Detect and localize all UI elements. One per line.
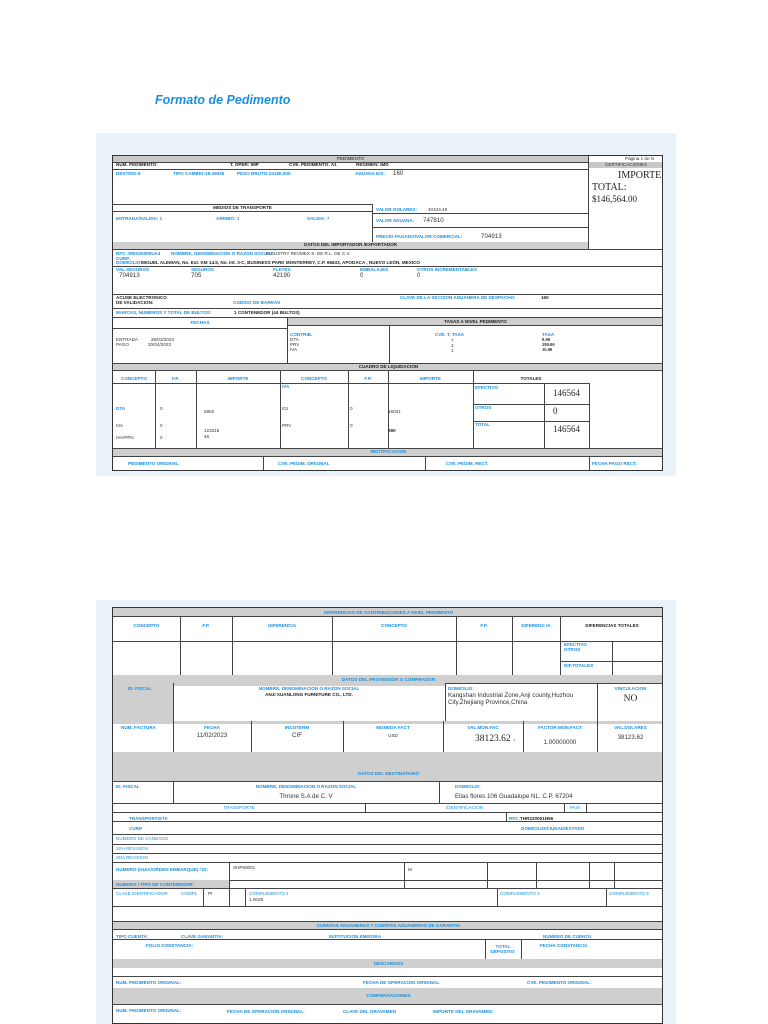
- rfc-label: RFC:: [509, 816, 520, 821]
- fecha-label: FECHA: [204, 725, 220, 730]
- dif-efectivo: EFECTIVO: [564, 642, 587, 647]
- prov-id-fiscal: ID. FISCAL: [128, 686, 152, 691]
- col-fp-1: F.P.: [171, 376, 180, 381]
- val-dolares-value: 38123.62: [617, 734, 644, 741]
- fechas-band: FECHAS: [190, 320, 210, 325]
- factor-label: FACTOR MON.FACT: [537, 725, 583, 730]
- embalajes-label: EMBALAJES: [360, 267, 389, 272]
- marcas-label: MARCAS, NUMEROS Y TOTAL DE BULTOS:: [116, 310, 212, 315]
- tasa-1: 290.00: [542, 342, 555, 347]
- iva-top: IVA: [282, 384, 290, 389]
- liq-dta-fp: 0: [160, 406, 163, 411]
- num-factura-label: NUM. FACTURA: [121, 725, 156, 730]
- domicilio-ciudad-label: DOMICILIO/CIUDAD/ESTADO: [521, 826, 585, 831]
- pi-label: PI: [208, 891, 213, 896]
- contrib-0: DTA: [290, 337, 299, 342]
- transportista-label: TRANSPORTISTA: [129, 816, 168, 821]
- certificaciones-label: CERTIFICACIONES: [605, 162, 647, 167]
- liq-ivaprv-importe: 46: [204, 434, 210, 439]
- dif-col-concepto-2: CONCEPTO: [381, 623, 407, 628]
- precio-pagado-value: 704913: [481, 233, 502, 240]
- tasa-label: TASA: [542, 332, 555, 337]
- t-oper: T. OPER: IMP: [230, 162, 259, 167]
- numero-cuenta-label: NUMERO DE CUENTA:: [543, 934, 593, 939]
- fecha-entrada-value: 26/03/2023: [151, 337, 174, 342]
- dest-domicilio-label: DOMICILIO:: [455, 784, 481, 789]
- liq-ivaprv-fp: 0: [160, 435, 163, 440]
- liq-igi-fp: 0: [350, 406, 353, 411]
- col-totales: TOTALES: [520, 376, 542, 381]
- precio-pagado-label: PRECIO PAGADO/VALOR COMERCIAL:: [376, 234, 463, 239]
- transporte-label: TRANSPORTE: [223, 805, 255, 810]
- factor-value: 1.00000000: [543, 739, 577, 746]
- col-importe-2: IMPORTE: [420, 376, 441, 381]
- compensaciones-band: COMPENSACIONES: [366, 993, 411, 998]
- identificacion-label: IDENTIFICACION: [445, 805, 483, 810]
- acuse-label-2: DE VALIDACION:: [116, 300, 154, 305]
- embalajes-value: 0: [360, 272, 364, 279]
- otros-incrementables-label: OTROS INCREMENTABLES: [417, 267, 478, 272]
- fecha-pago-value: 20/04/2023: [148, 342, 171, 347]
- fletes-label: FLETES: [273, 267, 291, 272]
- prov-domicilio-value: Kangshan Industrial Zone,Anji county,Huzhou City,Zhejiang Province,China: [448, 692, 574, 707]
- entrada-salida: ENTRADA/SALIDA: 1: [116, 216, 163, 221]
- pedimento-form-page-1: [112, 155, 663, 471]
- peso-bruto: PESO BRUTO:24180.000: [237, 171, 291, 176]
- valor-aduana-value: 747810: [423, 217, 444, 224]
- comp-fecha-operacion: FECHA DE OPERACION ORIGINAL:: [227, 1009, 305, 1014]
- descargos-fecha-operacion: FECHA DE OPERACION ORIGINAL:: [363, 980, 441, 985]
- pedimento-original-label: PEDIMENTO ORIGINAL: [128, 461, 179, 466]
- incoterm-value: CIF: [292, 732, 302, 739]
- liquidacion-band: CUADRO DE LIQUIDACION: [358, 364, 419, 369]
- val-mon-fac-sup: T: [513, 739, 516, 743]
- fecha-value: 11/02/2023: [196, 732, 228, 739]
- importador-band: DATOS DEL IMPORTADOR /EXPORTADOR: [304, 242, 397, 247]
- liq-prv: PRV: [282, 423, 292, 428]
- dest-nombre-value: Throne S.A de C. V: [279, 793, 333, 800]
- cve-pedim-original-label: CVE. PEDIM. ORIGINAL: [278, 461, 330, 466]
- diferencias-totales-label: DIFERENCIAS TOTALES: [585, 623, 639, 628]
- val-mon-fac-label: VAL.MON.FAC: [467, 725, 499, 730]
- dif-totales: DIF.TOTALES: [564, 663, 594, 668]
- comp-importe-gravamen: IMPORTE DEL GRAVAMEN:: [433, 1009, 494, 1014]
- val-dolares-label: VAL.DOLARES: [614, 725, 647, 730]
- vinculacion-value: NO: [623, 694, 638, 704]
- tipo-cuenta-label: TIPO CUENTA:: [116, 934, 149, 939]
- liq-igi-importe: 16031: [388, 409, 401, 414]
- efectivo-value: 146564: [553, 388, 580, 398]
- liq-dta: DTA: [116, 406, 126, 411]
- seguros-value: 705: [191, 272, 202, 279]
- dif-col-concepto: CONCEPTO: [133, 623, 160, 628]
- cve-pedimento: CVE. PEDIMENTO: A1: [289, 162, 337, 167]
- diferencias-band: DIFERENCIAS DE CONTRIBUCIONES A NIVEL PEDIMENTO: [323, 610, 454, 615]
- clave-garantia-label: CLAVE GARANTIA:: [181, 934, 224, 939]
- valor-dolares-label: VALOR DOLARES:: [376, 207, 418, 212]
- importe-label: IMPORTE: [618, 170, 662, 181]
- moneda-label: MONEDA FACT: [376, 725, 410, 730]
- contrib-2: IVA: [290, 347, 298, 352]
- num-pedimento-label: NUM. PEDIMENTO:: [116, 162, 158, 167]
- clave-identificador-label: CLAVE IDENTIFICADOR: [116, 891, 168, 896]
- total-value: $146,564.00: [592, 194, 637, 204]
- liq-dta-importe: 5982: [204, 409, 215, 414]
- rfc-value: THR220001H56: [520, 816, 554, 821]
- dif-col-diferencia: DIFERENCIA: [267, 623, 297, 628]
- tipo-cambio: TIPO CAMBIO:18.49025: [173, 171, 225, 176]
- cve-t-tasa-2: 1: [451, 348, 454, 353]
- pedimento-form-page-2: [112, 607, 663, 1024]
- dest-domicilio-value: Elias flores 106 Guadalupe NL. C.P. 67204: [455, 793, 573, 800]
- contrib-1: PRV: [290, 342, 300, 347]
- efectivo-label: EFECTIVO: [475, 385, 498, 390]
- acuse-label-1: ACUSE ELECTRONICO: [116, 295, 167, 300]
- val-seguros-value: 704913: [119, 272, 140, 279]
- regimen: REGIMEN: IMD: [356, 162, 389, 167]
- num-contenedor-label: NUMERO / TIPO DE CONTENEDOR:: [116, 882, 195, 887]
- otros-label: OTROS: [475, 405, 492, 410]
- col-fp-2: F.P.: [364, 376, 372, 381]
- clave-seccion-label: CLAVE DE LA SECCION ADUANERA DE DESPACHO:: [400, 295, 516, 300]
- descargos-band: DESCARGOS: [373, 961, 404, 966]
- tasa-0: 8.00: [542, 337, 551, 342]
- col-importe-1: IMPORTE: [227, 376, 249, 381]
- tasa-2: 16.00: [542, 347, 553, 352]
- fecha-constancia-label: FECHA CONSTANCIA:: [540, 943, 589, 948]
- curp-label: CURP:: [116, 256, 131, 261]
- aduana-es-value: 160: [393, 170, 404, 177]
- tasas-band: TASAS A NIVEL PEDIMENTO: [444, 319, 507, 324]
- page-number: Página 1 de N: [625, 156, 655, 161]
- pedimento-band: PEDIMENTO: [336, 156, 365, 161]
- fecha-pago-rect-label: FECHA PAGO RECT.: [592, 461, 637, 466]
- val-mon-fac-value: 38123.62: [475, 734, 511, 744]
- rev2-label: 2DA REVISION: [116, 855, 148, 860]
- nombre-value: INDUSTRY REVMEX S. DE R.L. DE C.V.: [266, 251, 351, 256]
- valor-dolares-value: 40443.49: [428, 207, 448, 212]
- descargos-num-ped-original: NUM. PEDIMENTO ORIGINAL:: [116, 980, 182, 985]
- aduana-es-label: ADUANA E/S:: [355, 171, 385, 176]
- incoterm-label: INCOTERM: [284, 725, 310, 730]
- num-guia-label: NUMERO (GUIA/ORDEN EMBARQUE) / ID:: [116, 867, 209, 872]
- seguros-label: SEGUROS: [191, 267, 214, 272]
- destinatario-band: DATOS DEL DESTINATARIO: [357, 771, 420, 776]
- arribo: ARRIBO: 1: [216, 216, 240, 221]
- cve-pedim-rect-label: CVE. PEDIM. RECT.: [446, 461, 489, 466]
- liq-iva: IVA: [116, 423, 124, 428]
- pais-label: PAIS: [569, 805, 581, 810]
- compl-label: COMPL: [181, 891, 198, 896]
- comp-clave-gravamen: CLAVE DEL GRAVAMEN: [343, 1009, 396, 1014]
- moneda-value: USD: [388, 733, 398, 738]
- domicilio-label: DOMICILIO:: [116, 260, 142, 265]
- total-box-value: 146564: [553, 424, 580, 434]
- otros-incrementables-value: 0: [417, 272, 421, 279]
- dif-col-fp-2: F.P.: [480, 623, 488, 628]
- dest-nombre-label: NOMBRE, DENOMINACION O RAZON SOCIAL: [255, 784, 357, 789]
- destino: DESTINO:9: [116, 171, 141, 176]
- cuentas-band: CUENTAS ADUANERAS Y CUENTAS ADUANERAS DE GARANTIA: [316, 923, 461, 928]
- total-box-label: TOTAL: [475, 422, 490, 427]
- total-label: TOTAL:: [592, 182, 627, 193]
- domicilio-value: MIGUEL ALEMAN, No. Ext. KM 14.5, No. Int. 3-C, BUSINESS PARK MONTERREY, C.P. 66633, APODACA , NUEVO LEÓN, MEXICO: [141, 260, 420, 265]
- liq-prv-fp: 0: [350, 423, 353, 428]
- fecha-entrada-label: ENTRADA: [116, 337, 138, 342]
- fecha-pago-label: PAGO: [116, 342, 129, 347]
- liq-igi: IGI: [282, 406, 289, 411]
- document-title: Formato de Pedimento: [155, 93, 291, 107]
- col-concepto-2: CONCEPTO: [301, 376, 327, 381]
- prov-domicilio-label: DOMICILIO:: [448, 686, 474, 691]
- vinculacion-label: VINCULACION: [614, 686, 647, 691]
- codigo-barras-label: CODIGO DE BARRAS: [233, 300, 281, 305]
- complemento2-label: COMPLEMENTO 2: [500, 891, 540, 896]
- contrib-label: CONTRIB.: [290, 332, 313, 337]
- complemento1-label: COMPLEMENTO 1: [249, 891, 289, 896]
- num-guia-value: SHP60001: [233, 865, 256, 870]
- m-label: M: [408, 867, 412, 872]
- liq-iva-importe: 123315: [204, 428, 220, 433]
- liq-ivaprv: IVA/PRV.: [116, 435, 135, 440]
- dif-otros: OTROS: [564, 647, 581, 652]
- folio-constancia-label: FOLIO CONSTANCIA:: [146, 943, 194, 948]
- dest-id-fiscal: ID. FISCAL: [116, 784, 140, 789]
- comp-num-ped-original: NUM. PEDIMENTO ORIGINAL:: [116, 1008, 182, 1013]
- prov-nombre-label: NOMBRE, DENOMINACION O RAZON SOCIAL: [258, 686, 360, 691]
- valor-aduana-label: VALOR ADUANA:: [376, 218, 415, 223]
- fletes-value: 42190: [273, 272, 291, 279]
- complemento3-label: COMPLEMENTO 3: [609, 891, 649, 896]
- clave-seccion-value: 160: [541, 295, 549, 300]
- marcas-value: 1 CONTENEDOR (44 BULTOS): [234, 310, 300, 315]
- proveedor-band: DATOS DEL PROVEEDOR O COMPRADOR: [341, 677, 436, 682]
- cve-t-tasa-0: 7: [451, 338, 454, 343]
- curp-label: CURP: [129, 826, 143, 831]
- institucion-label: INSTITUCION EMISORA: [329, 934, 382, 939]
- cve-t-tasa-label: CVE. T. TASA: [435, 332, 465, 337]
- nombre-label: NOMBRE, DENOMINACION O RAZON SOCIAL:: [171, 251, 274, 256]
- descargos-cve-ped-original: CVE. PEDIMENTO ORIGINAL:: [527, 980, 592, 985]
- salida: SALIDA: 7: [307, 216, 330, 221]
- val-seguros-label: VAL.SEGUROS: [116, 267, 150, 272]
- rectificacion-band: RECTIFICACION: [370, 449, 407, 454]
- rfc-label: RFC: IRE220000UA4: [116, 251, 161, 256]
- liq-prv-importe: 290: [388, 428, 396, 433]
- liq-iva-fp: 0: [160, 423, 163, 428]
- cve-t-tasa-1: 2: [451, 343, 454, 348]
- num-candado-label: NUMERO DE CANDADO: [116, 836, 169, 841]
- medios-transporte-label: MEDIOS DE TRANSPORTE: [213, 205, 272, 210]
- dif-col-diferencia-2: DIFERENC IA: [521, 623, 551, 628]
- prov-nombre-value: ANJI XUANLONG FURNITURE CO., LTD.: [265, 692, 353, 697]
- otros-value: 0: [553, 406, 558, 416]
- col-concepto-1: CONCEPTO: [121, 376, 147, 381]
- dif-col-fp: F.P.: [202, 623, 210, 628]
- total-deposito-label: TOTAL DEPOSITO:: [490, 944, 516, 955]
- rev1-label: 1RA REVISION: [116, 846, 148, 851]
- complemento1-value: 1.0028: [249, 897, 264, 902]
